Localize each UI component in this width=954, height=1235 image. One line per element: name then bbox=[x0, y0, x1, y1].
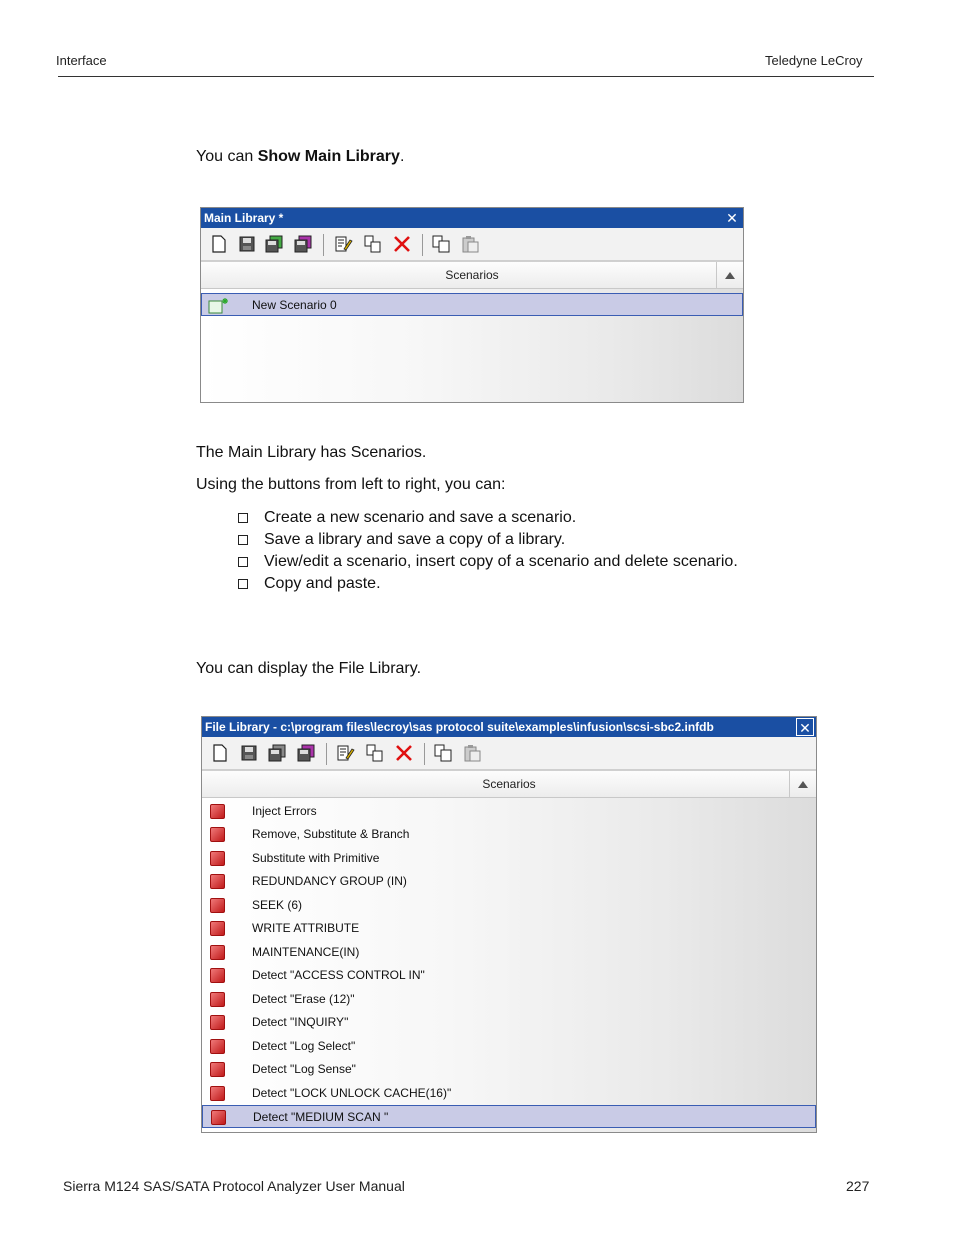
save-library-icon[interactable] bbox=[267, 743, 287, 763]
list-item[interactable]: Detect "INQUIRY" bbox=[202, 1011, 816, 1034]
list-item[interactable]: Detect "Log Sense" bbox=[202, 1058, 816, 1081]
scenario-icon bbox=[210, 1039, 225, 1054]
main-library-window bbox=[200, 207, 744, 403]
scenario-icon bbox=[210, 992, 225, 1007]
close-icon[interactable]: ✕ bbox=[726, 210, 738, 226]
file-library-titlebar bbox=[202, 717, 816, 737]
scenario-icon bbox=[210, 968, 225, 983]
header-right: Teledyne LeCroy bbox=[765, 53, 863, 68]
scenario-icon bbox=[210, 898, 225, 913]
checkbox-bullet-icon bbox=[238, 513, 248, 523]
list-item[interactable]: REDUNDANCY GROUP (IN) bbox=[202, 870, 816, 893]
para-main-library-has: The Main Library has Scenarios. bbox=[196, 444, 427, 461]
main-library-toolbar bbox=[201, 228, 743, 261]
list-item[interactable]: MAINTENANCE(IN) bbox=[202, 941, 816, 964]
list-item: Create a new scenario and save a scenario. bbox=[236, 507, 738, 529]
scenario-icon bbox=[210, 804, 225, 819]
scenario-icon bbox=[210, 1062, 225, 1077]
scenarios-column-header[interactable]: Scenarios bbox=[201, 261, 743, 289]
list-item[interactable] bbox=[201, 293, 743, 316]
list-item[interactable]: Inject Errors bbox=[202, 800, 816, 823]
paste-icon[interactable] bbox=[462, 743, 482, 763]
list-item[interactable]: SEEK (6) bbox=[202, 894, 816, 917]
save-library-copy-icon[interactable] bbox=[296, 743, 316, 763]
toolbar-separator bbox=[323, 234, 324, 256]
new-scenario-icon bbox=[208, 297, 228, 314]
list-item[interactable]: Remove, Substitute & Branch bbox=[202, 823, 816, 846]
para-using-buttons: Using the buttons from left to right, you can: bbox=[196, 476, 506, 493]
toolbar-separator bbox=[424, 743, 425, 765]
scenario-icon bbox=[210, 945, 225, 960]
delete-icon[interactable] bbox=[392, 234, 412, 254]
delete-icon[interactable] bbox=[394, 743, 414, 763]
close-icon[interactable]: ✕ bbox=[796, 718, 814, 736]
copy-icon[interactable] bbox=[433, 743, 453, 763]
header-left: Interface bbox=[56, 53, 107, 68]
checkbox-bullet-icon bbox=[238, 535, 248, 545]
list-item[interactable]: Detect "ACCESS CONTROL IN" bbox=[202, 964, 816, 987]
scenario-icon bbox=[210, 851, 225, 866]
new-icon[interactable] bbox=[210, 743, 230, 763]
save-library-icon[interactable] bbox=[264, 234, 284, 254]
edit-icon[interactable] bbox=[333, 234, 353, 254]
scenario-icon bbox=[210, 827, 225, 842]
checkbox-bullet-icon bbox=[238, 579, 248, 589]
main-library-title: Main Library * bbox=[204, 211, 284, 225]
new-icon[interactable] bbox=[209, 234, 229, 254]
file-library-title: File Library - c:\program files\lecroy\sas protocol suite\examples\infusion\scsi-sbc2.infdb bbox=[205, 720, 714, 734]
file-library-window bbox=[201, 716, 817, 1133]
paste-icon[interactable] bbox=[460, 234, 480, 254]
insert-copy-icon[interactable] bbox=[365, 743, 385, 763]
intro-show-main-library: You can Show Main Library. bbox=[196, 148, 405, 165]
list-item[interactable]: Detect "LOCK UNLOCK CACHE(16)" bbox=[202, 1082, 816, 1105]
list-item: View/edit a scenario, insert copy of a scenario and delete scenario. bbox=[236, 551, 738, 573]
list-item[interactable]: WRITE ATTRIBUTE bbox=[202, 917, 816, 940]
footer-title: Sierra M124 SAS/SATA Protocol Analyzer User Manual bbox=[63, 1178, 405, 1194]
sort-up-icon[interactable] bbox=[716, 262, 743, 288]
file-library-toolbar bbox=[202, 737, 816, 770]
list-item: Copy and paste. bbox=[236, 573, 738, 595]
main-library-titlebar bbox=[201, 208, 743, 228]
intro-file-library: You can display the File Library. bbox=[196, 660, 422, 677]
main-library-list bbox=[201, 289, 743, 402]
scenario-icon bbox=[210, 1086, 225, 1101]
save-icon[interactable] bbox=[239, 743, 259, 763]
scenario-icon bbox=[210, 874, 225, 889]
list-item[interactable]: Detect "Log Select" bbox=[202, 1035, 816, 1058]
sort-up-icon[interactable] bbox=[789, 771, 816, 797]
list-item[interactable]: Detect "MEDIUM SCAN " bbox=[202, 1105, 816, 1128]
insert-copy-icon[interactable] bbox=[363, 234, 383, 254]
list-item: Save a library and save a copy of a library. bbox=[236, 529, 738, 551]
scenario-icon bbox=[210, 1015, 225, 1030]
edit-icon[interactable] bbox=[335, 743, 355, 763]
scenario-icon bbox=[211, 1110, 226, 1125]
scenario-icon bbox=[210, 921, 225, 936]
button-description-list bbox=[236, 507, 738, 595]
list-item[interactable]: Substitute with Primitive bbox=[202, 847, 816, 870]
save-library-copy-icon[interactable] bbox=[293, 234, 313, 254]
list-item[interactable]: Detect "Erase (12)" bbox=[202, 988, 816, 1011]
file-library-list bbox=[202, 798, 816, 1132]
checkbox-bullet-icon bbox=[238, 557, 248, 567]
toolbar-separator bbox=[326, 743, 327, 765]
page-number: 227 bbox=[846, 1178, 870, 1194]
copy-icon[interactable] bbox=[431, 234, 451, 254]
header-divider bbox=[58, 76, 874, 77]
save-icon[interactable] bbox=[237, 234, 257, 254]
toolbar-separator bbox=[422, 234, 423, 256]
list-item-label: New Scenario 0 bbox=[252, 298, 337, 312]
scenarios-column-header[interactable]: Scenarios bbox=[202, 770, 816, 798]
